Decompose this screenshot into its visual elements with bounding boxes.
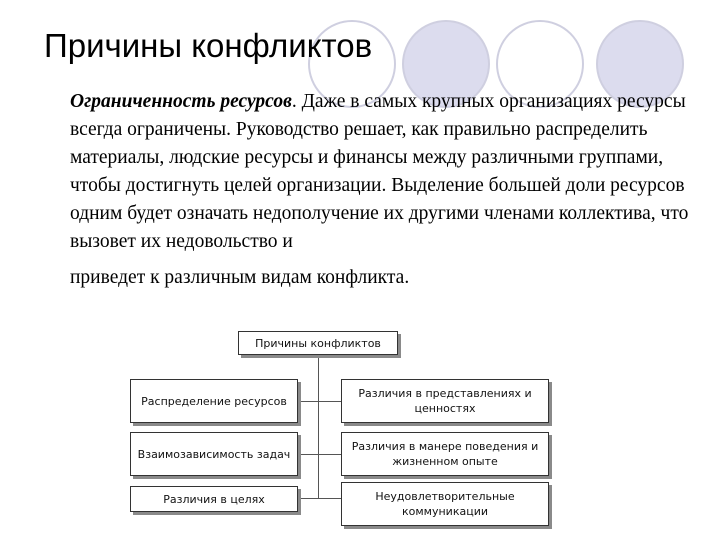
connector-row-3 bbox=[298, 498, 341, 499]
connector-row-2 bbox=[298, 454, 341, 455]
cause-box-right-3: Неудовлетворительные коммуникации bbox=[341, 482, 549, 526]
connector-trunk bbox=[318, 355, 319, 499]
root-box: Причины конфликтов bbox=[238, 331, 398, 355]
cause-box-right-2: Различия в манере поведения и жизненном опыте bbox=[341, 432, 549, 476]
cause-box-left-2: Взаимозависимость задач bbox=[130, 432, 298, 476]
body-text: . Даже в самых крупных организациях ресурсы всегда ограничены. Руководство решает, как правильно распределить материалы, людские ресурсы и финансы между различными группами, чтобы достигнуть целей организации. Выделение большей доли ресурсов одним будет означать недополучение их другими членами коллектива, что вызовет их недовольство и bbox=[70, 91, 689, 252]
slide-title: Причины конфликтов bbox=[44, 27, 373, 64]
body-lead: Ограниченность ресурсов bbox=[70, 91, 292, 112]
cause-box-right-1: Различия в представлениях и ценностях bbox=[341, 379, 549, 423]
connector-row-1 bbox=[298, 401, 341, 402]
cause-box-left-1: Распределение ресурсов bbox=[130, 379, 298, 423]
body-last-line: приведет к различным видам конфликта. bbox=[70, 267, 410, 288]
cause-box-left-3: Различия в целях bbox=[130, 486, 298, 512]
